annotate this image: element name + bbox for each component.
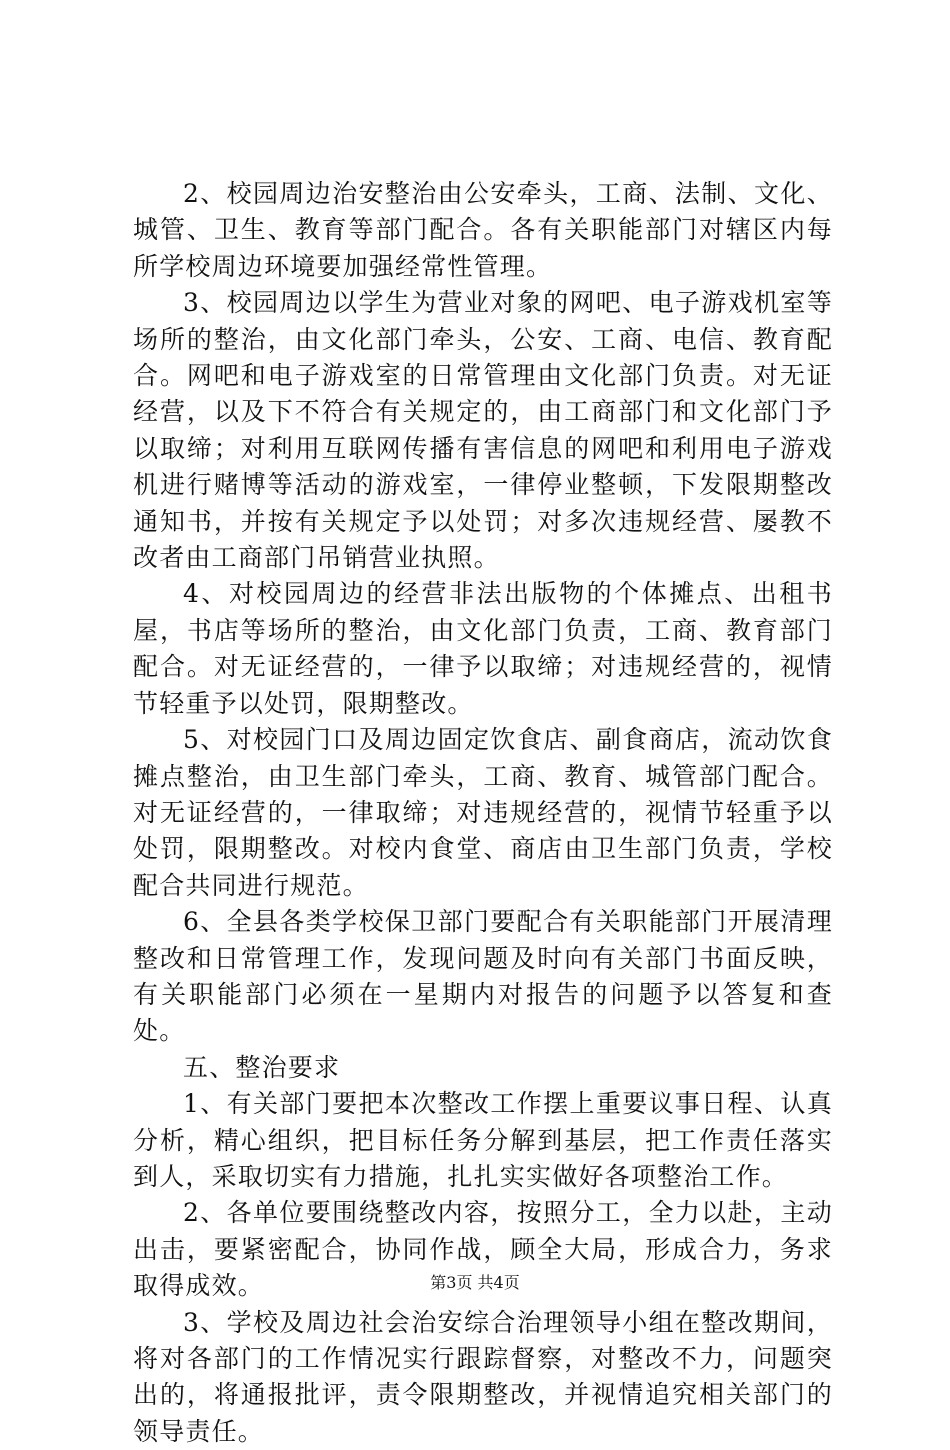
- section-heading: 五、整治要求: [183, 1052, 341, 1082]
- requirement-item-1: 1、有关部门要把本次整改工作摆上重要议事日程、认真分析，精心组织，把目标任务分解到基层，把工作责任落实到人，采取切实有力措施，扎扎实实做好各项整治工作。: [133, 1089, 833, 1191]
- document-body: [133, 176, 833, 1450]
- requirement-item-3: 3、学校及周边社会治安综合治理领导小组在整改期间，将对各部门的工作情况实行跟踪督察，对整改不力，问题突出的，将通报批评，责令限期整改，并视情追究相关部门的领导责任。: [133, 1307, 833, 1446]
- page-number-footer: 第3页 共4页: [430, 1273, 520, 1292]
- paragraph-item-6: 6、全县各类学校保卫部门要配合有关职能部门开展清理整改和日常管理工作，发现问题及时向有关部门书面反映，有关职能部门必须在一星期内对报告的问题予以答复和查处。: [133, 907, 833, 1046]
- paragraph-item-3: 3、校园周边以学生为营业对象的网吧、电子游戏机室等场所的整治，由文化部门牵头，公安、工商、电信、教育配合。网吧和电子游戏室的日常管理由文化部门负责。对无证经营，以及下不符合有关规定的，由工商部门和文化部门予以取缔；对利用互联网传播有害信息的网吧和利用电子游戏机进行赌博等活动的游戏室，一律停业整顿，下发限期整改通知书，并按有关规定予以处罚；对多次违规经营、屡教不改者由工商部门吊销营业执照。: [133, 288, 833, 573]
- paragraph-item-2: 2、校园周边治安整治由公安牵头，工商、法制、文化、城管、卫生、教育等部门配合。各有关职能部门对辖区内每所学校周边环境要加强经常性管理。: [133, 179, 833, 281]
- paragraph-item-5: 5、对校园门口及周边固定饮食店、副食商店，流动饮食摊点整治，由卫生部门牵头，工商、教育、城管部门配合。对无证经营的，一律取缔；对违规经营的，视情节轻重予以处罚，限期整改。对校内食堂、商店由卫生部门负责，学校配合共同进行规范。: [133, 725, 833, 900]
- requirement-item-2: 2、各单位要围绕整改内容，按照分工，全力以赴，主动出击，要紧密配合，协同作战，顾全大局，形成合力，务求取得成效。: [133, 1198, 833, 1301]
- paragraph-item-4: 4、对校园周边的经营非法出版物的个体摊点、出租书屋，书店等场所的整治，由文化部门负责，工商、教育部门配合。对无证经营的，一律予以取缔；对违规经营的，视情节轻重予以处罚，限期整改。: [133, 579, 833, 718]
